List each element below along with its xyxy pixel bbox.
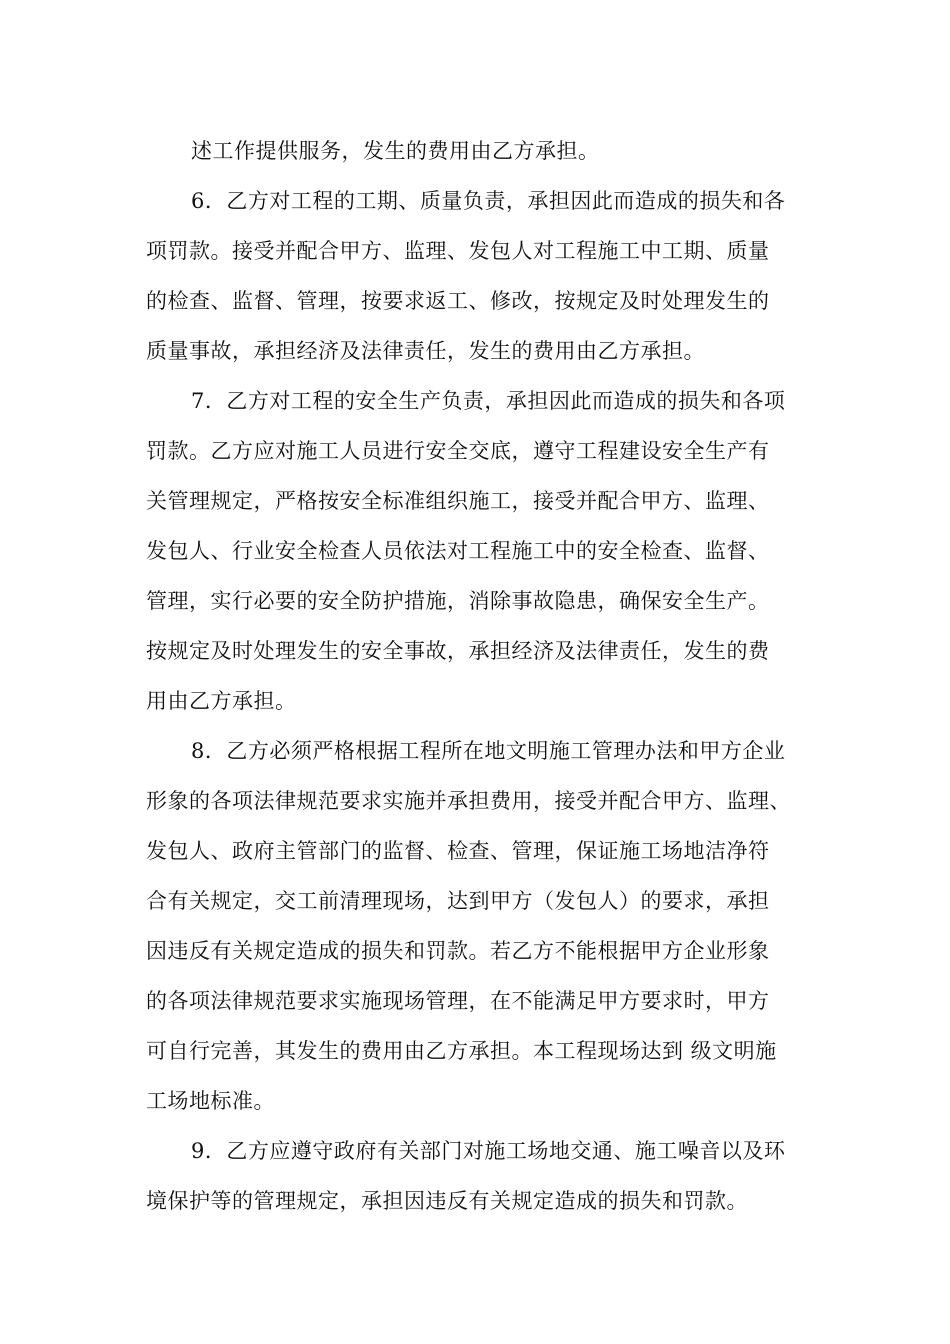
text-line: 项罚款。接受并配合甲方、监理、发包人对工程施工中工期、质量 bbox=[146, 239, 770, 263]
text-line: 罚款。乙方应对施工人员进行安全交底，遵守工程建设安全生产有 bbox=[146, 439, 770, 463]
text-line: 的各项法律规范要求实施现场管理，在不能满足甲方要求时，甲方 bbox=[146, 989, 770, 1013]
text-line: 境保护等的管理规定，承担因违反有关规定造成的损失和罚款。 bbox=[146, 1189, 748, 1213]
text-line: 关管理规定，严格按安全标准组织施工，接受并配合甲方、监理、 bbox=[146, 489, 770, 513]
clause-7-line: 7．乙方对工程的安全生产负责，承担因此而造成的损失和各项 bbox=[191, 389, 786, 413]
text-line: 工场地标准。 bbox=[146, 1089, 275, 1113]
clause-6-line: 6．乙方对工程的工期、质量负责，承担因此而造成的损失和各 bbox=[191, 189, 786, 213]
text-line: 可自行完善，其发生的费用由乙方承担。本工程现场达到 级文明施 bbox=[146, 1039, 777, 1063]
text-line: 按规定及时处理发生的安全事故，承担经济及法律责任，发生的费 bbox=[146, 639, 770, 663]
text-line: 管理，实行必要的安全防护措施，消除事故隐患，确保安全生产。 bbox=[146, 589, 770, 613]
text-line: 的检查、监督、管理，按要求返工、修改，按规定及时处理发生的 bbox=[146, 289, 770, 313]
text-line: 质量事故，承担经济及法律责任，发生的费用由乙方承担。 bbox=[146, 339, 705, 363]
text-line: 合有关规定，交工前清理现场，达到甲方（发包人）的要求，承担 bbox=[146, 889, 770, 913]
text-line: 发包人、行业安全检查人员依法对工程施工中的安全检查、监督、 bbox=[146, 539, 770, 563]
text-line: 因违反有关规定造成的损失和罚款。若乙方不能根据甲方企业形象 bbox=[146, 939, 770, 963]
text-line: 述工作提供服务，发生的费用由乙方承担。 bbox=[191, 139, 600, 163]
text-line: 形象的各项法律规范要求实施并承担费用，接受并配合甲方、监理、 bbox=[146, 789, 791, 813]
clause-9-line: 9．乙方应遵守政府有关部门对施工场地交通、施工噪音以及环 bbox=[191, 1139, 786, 1163]
text-line: 用由乙方承担。 bbox=[146, 689, 297, 713]
clause-8-line: 8．乙方必须严格根据工程所在地文明施工管理办法和甲方企业 bbox=[191, 739, 786, 763]
text-line: 发包人、政府主管部门的监督、检查、管理，保证施工场地洁净符 bbox=[146, 839, 770, 863]
